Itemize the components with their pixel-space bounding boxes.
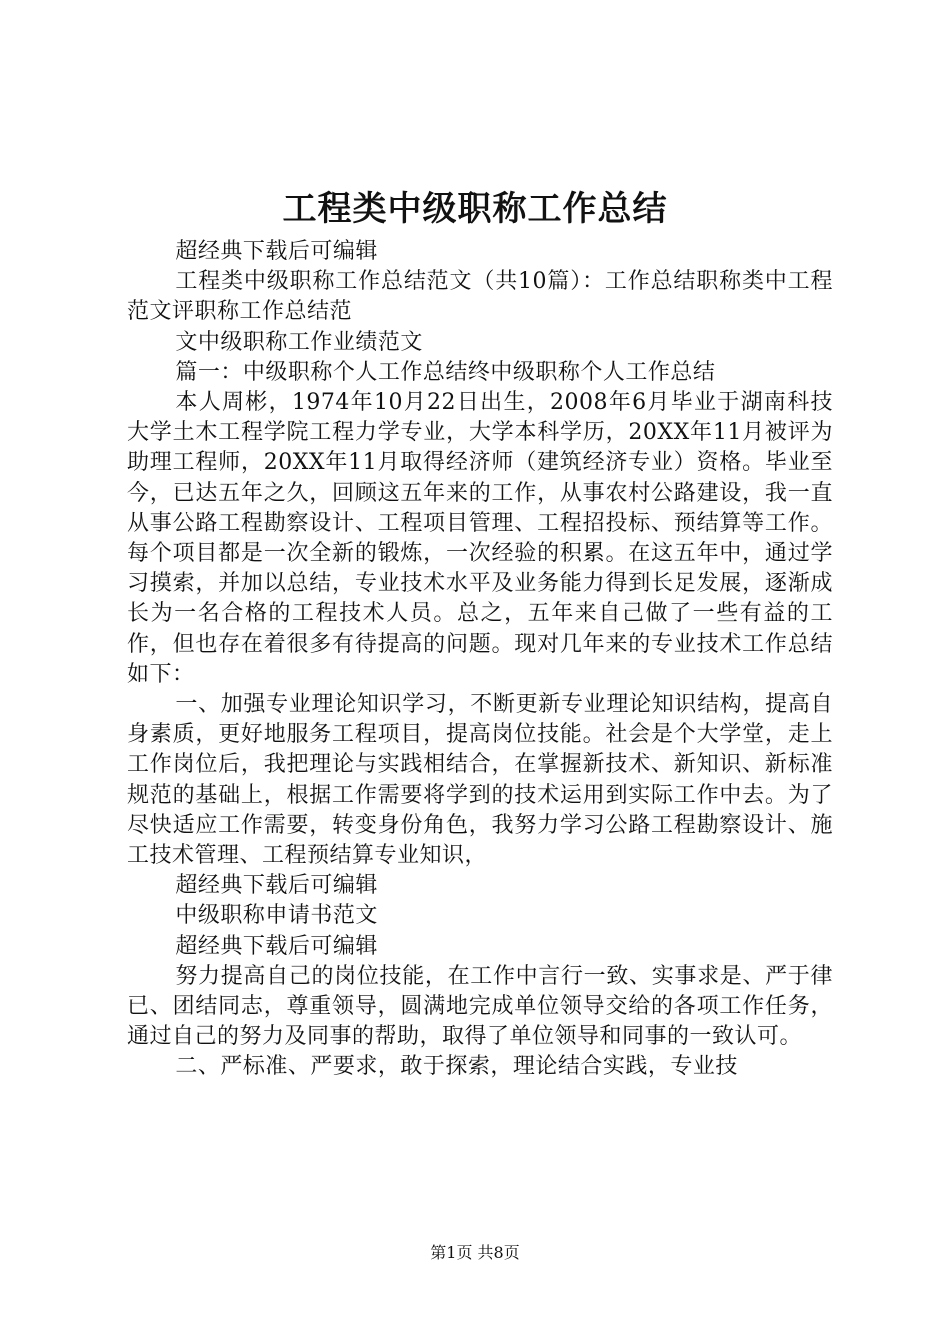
- paragraph: 二、严标准、严要求，敢于探索，理论结合实践，专业技: [175, 1054, 738, 1080]
- paragraph: 本人周彬，1974年10月22日出生，2008年6月毕业于湖南科技大学土木工程学院工程力学专业，大学本科学历，20XX年11月被评为助理工程师，20XX年11月取得经济师（建筑经济专业）资格。毕业至今，已达五年之久，回顾这五年来的工作，从事农村公路建设，我一直从事公路工程勘察设计、工程项目管理、工程招投标、预结算等工作。每个项目都是一次全新的锻炼，一次经验的积累。在这五年中，通过学习摸索，并加以总结，专业技术水平及业务能力得到长足发展，逐渐成长为一名合格的工程技术人员。总之，五年来自己做了一些有益的工作，但也存在着很多有待提高的问题。现对几年来的专业技术工作总结如下：: [127, 390, 833, 687]
- document-body: [127, 237, 833, 1083]
- paragraph: 工程类中级职称工作总结范文（共10篇）：工作总结职称类中工程范文评职称工作总结范: [127, 269, 833, 325]
- paragraph: 超经典下载后可编辑: [175, 873, 378, 899]
- paragraph: 文中级职称工作业绩范文: [175, 329, 423, 355]
- paragraph: 超经典下载后可编辑: [175, 239, 378, 264]
- document-title: 工程类中级职称工作总结: [282, 189, 668, 229]
- page-number-footer: 第1页 共8页: [430, 1243, 520, 1262]
- paragraph: 超经典下载后可编辑: [175, 933, 378, 959]
- paragraph: 中级职称申请书范文: [175, 903, 378, 929]
- paragraph: 努力提高自己的岗位技能，在工作中言行一致、实事求是、严于律已、团结同志，尊重领导，圆满地完成单位领导交给的各项工作任务，通过自己的努力及同事的帮助，取得了单位领导和同事的一致认可。: [127, 963, 833, 1050]
- paragraph: 篇一：中级职称个人工作总结终中级职称个人工作总结: [175, 359, 716, 385]
- paragraph: 一、加强专业理论知识学习，不断更新专业理论知识结构，提高自身素质，更好地服务工程项目，提高岗位技能。社会是个大学堂，走上工作岗位后，我把理论与实践相结合，在掌握新技术、新知识、新标准规范的基础上，根据工作需要将学到的技术运用到实际工作中去。为了尽快适应工作需要，转变身份角色，我努力学习公路工程勘察设计、施工技术管理、工程预结算专业知识，: [127, 692, 833, 869]
